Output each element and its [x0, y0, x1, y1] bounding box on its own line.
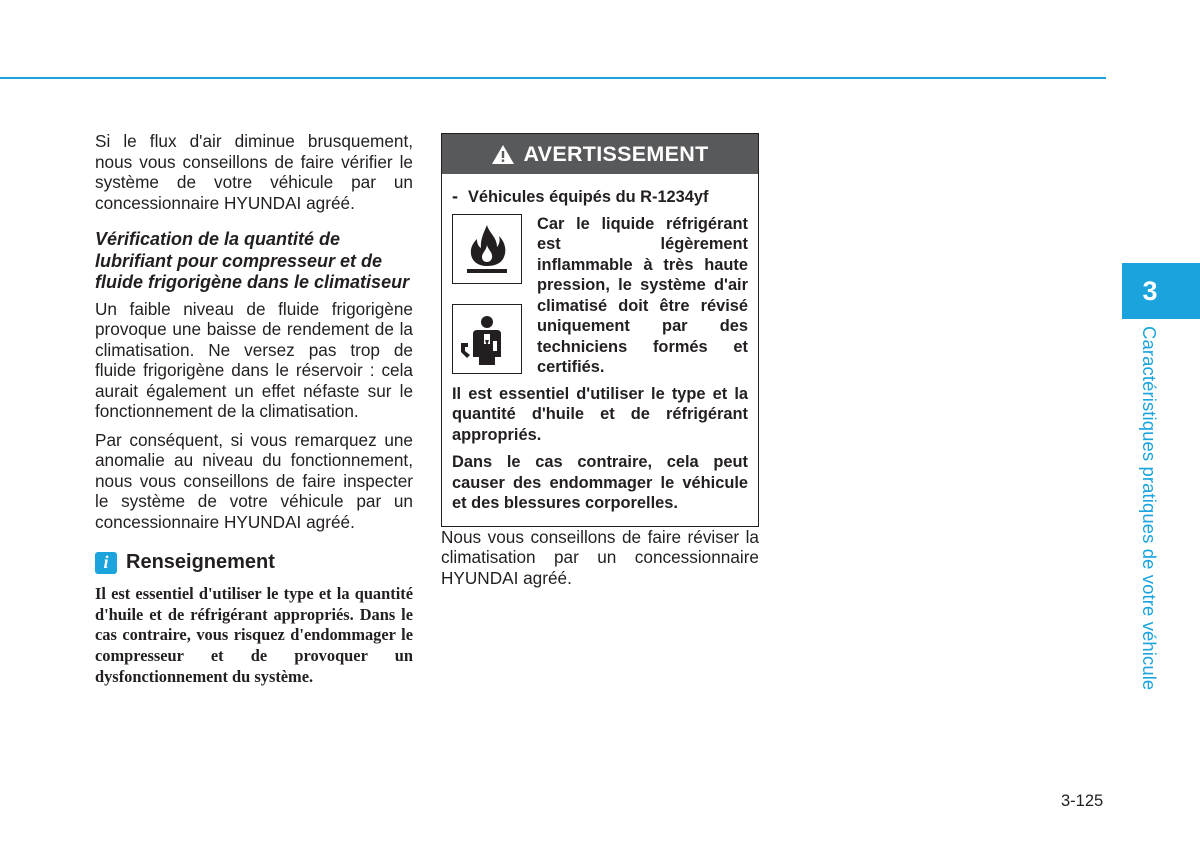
technician-icon	[452, 304, 522, 374]
after-warning-paragraph: Nous vous conseillons de faire réviser la climatisation par un concessionnaire HYUNDAI agréé.	[441, 526, 759, 588]
chapter-tab[interactable]	[1122, 263, 1200, 319]
flammable-icon	[452, 214, 522, 284]
chapter-title-text: Caractéristiques pratiques de votre véhicule	[1139, 326, 1160, 691]
warning-paragraph: Il est essentiel d'utiliser le type et la quantité d'huile et de réfrigérant appropriés.	[452, 384, 748, 444]
warning-pictograms	[452, 214, 537, 378]
info-icon: i	[95, 552, 117, 574]
info-heading	[95, 551, 413, 574]
warning-icons-row	[452, 214, 748, 378]
list-dash: -	[452, 186, 458, 206]
warning-side-text: Car le liquide réfrigérant est légèrement inflammable à très haute pression, le système d'air climatisé doit être révisé uniquement par des techniciens formés et certifiés.	[537, 214, 748, 376]
chapter-number: 3	[1142, 275, 1158, 306]
left-column	[95, 131, 413, 688]
body-paragraph: Par conséquent, si vous remarquez une anomalie au niveau du fonctionnement, nous vous conseillons de faire inspecter le système de votre véhicule par un concessionnaire HYUNDAI agréé.	[95, 429, 413, 532]
warning-header	[442, 134, 758, 174]
warning-content	[442, 174, 758, 526]
right-column	[441, 133, 759, 588]
warning-list-item	[452, 187, 748, 208]
warning-box	[441, 133, 759, 527]
warning-title: AVERTISSEMENT	[523, 141, 709, 166]
body-paragraph: Un faible niveau de fluide frigorigène provoque une baisse de rendement de la climatisation. Ne versez pas trop de fluide frigorigène dans le réservoir : cela aurait également un effet néfaste sur le fonctionnement de la climatisation.	[95, 298, 413, 421]
warning-triangle-icon	[491, 144, 515, 165]
intro-paragraph: Si le flux d'air diminue brusquement, nous vous conseillons de faire vérifier le système de votre véhicule par un concessionnaire HYUNDAI agréé.	[95, 131, 413, 213]
page-number: 3-125	[1061, 792, 1104, 810]
info-body: Il est essentiel d'utiliser le type et la quantité d'huile et de réfrigérant appropriés. Dans le cas contraire, vous risquez d'endommager le compresseur et de provoquer un dysfonctionnement du système.	[95, 584, 413, 686]
warning-paragraph: Dans le cas contraire, cela peut causer des endommager le véhicule et des blessures corporelles.	[452, 453, 748, 512]
section-heading: Vérification de la quantité de lubrifiant pour compresseur et de fluide frigorigène dans le climatiseur	[95, 229, 410, 292]
header-rule	[0, 77, 1106, 79]
warning-list-title: Véhicules équipés du R-1234yf	[468, 188, 709, 206]
info-heading-label: Renseignement	[126, 551, 275, 573]
